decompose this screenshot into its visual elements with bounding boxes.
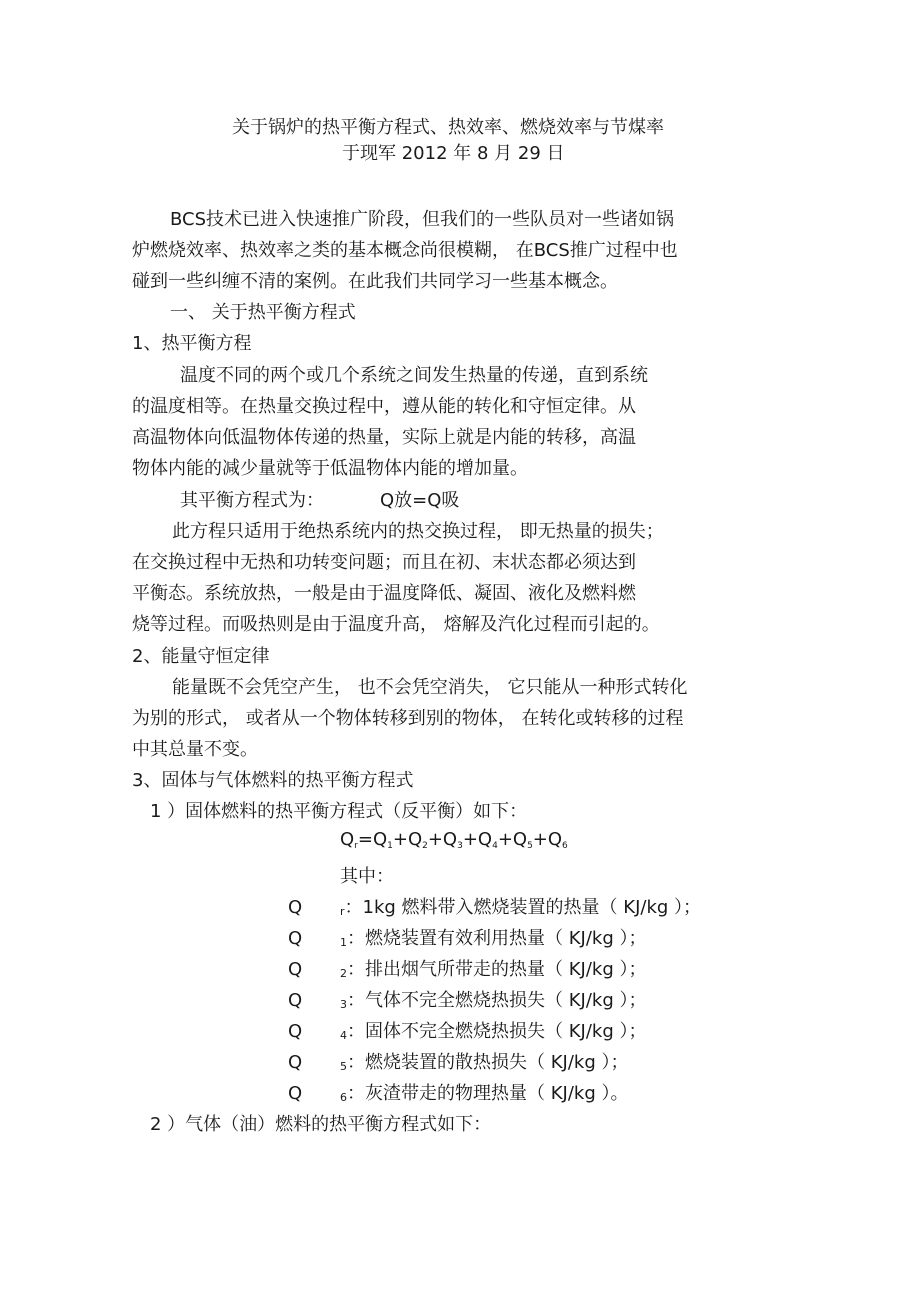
- subheading-1: 1、热平衡方程: [132, 333, 252, 354]
- definition-q1: 1：燃烧装置有效利用热量（ KJ/kg ）；: [340, 928, 647, 949]
- where-label: 其中：: [340, 866, 394, 887]
- paragraph-1-line-4: 物体内能的减少量就等于低温物体内能的增加量。: [132, 458, 528, 479]
- definition-q3: 3：气体不完全燃烧热损失（ KJ/kg ）；: [340, 990, 647, 1011]
- definition-q-symbol: Q: [288, 990, 303, 1011]
- definition-q2: 2：排出烟气所带走的热量（ KJ/kg ）；: [340, 959, 647, 980]
- document-title: 关于锅炉的热平衡方程式、热效率、燃烧效率与节煤率: [232, 117, 664, 138]
- heat-balance-formula: Qr=Q1+Q2+Q3+Q4+Q5+Q6: [340, 829, 568, 851]
- definition-q-symbol: Q: [288, 1021, 303, 1042]
- paragraph-1-line-3: 高温物体向低温物体传递的热量，实际上就是内能的转移，高温: [132, 427, 636, 448]
- paragraph-2-line-3: 平衡态。系统放热，一般是由于温度降低、凝固、液化及燃料燃: [132, 583, 636, 604]
- document-byline: 于现军 2012 年 8 月 29 日: [342, 143, 565, 164]
- definition-q-symbol: Q: [288, 959, 303, 980]
- intro-line-1: BCS技术已进入快速推广阶段，但我们的一些队员对一些诸如锅: [170, 209, 675, 230]
- list-item-2: 2 ）气体（油）燃料的热平衡方程式如下：: [150, 1114, 492, 1135]
- definition-q-symbol: Q: [288, 897, 303, 918]
- paragraph-2-line-2: 在交换过程中无热和功转变问题；而且在初、末状态都必须达到: [132, 552, 636, 573]
- list-item-1: 1 ）固体燃料的热平衡方程式（反平衡）如下：: [150, 801, 528, 822]
- definition-q-symbol: Q: [288, 1083, 303, 1104]
- equation-label: 其平衡方程式为：: [180, 490, 324, 511]
- paragraph-3-line-2: 为别的形式， 或者从一个物体转移到别的物体， 在转化或转移的过程: [132, 708, 684, 729]
- definition-q6: 6：灰渣带走的物理热量（ KJ/kg ）。: [340, 1083, 629, 1104]
- intro-line-3: 碰到一些纠缠不清的案例。在此我们共同学习一些基本概念。: [132, 271, 618, 292]
- intro-line-2: 炉燃烧效率、热效率之类的基本概念尚很模糊， 在BCS推广过程中也: [132, 240, 678, 261]
- definition-q-symbol: Q: [288, 928, 303, 949]
- subheading-3: 3、固体与气体燃料的热平衡方程式: [132, 770, 414, 791]
- definition-qr: r：1kg 燃料带入燃烧装置的热量（ KJ/kg ）；: [340, 897, 702, 918]
- subheading-2: 2、能量守恒定律: [132, 646, 270, 667]
- paragraph-1-line-1: 温度不同的两个或几个系统之间发生热量的传递，直到系统: [180, 365, 648, 386]
- paragraph-3-line-3: 中其总量不变。: [132, 739, 258, 760]
- section-heading-1: 一、 关于热平衡方程式: [170, 302, 356, 323]
- paragraph-1-line-2: 的温度相等。在热量交换过程中，遵从能的转化和守恒定律。从: [132, 396, 636, 417]
- definition-q4: 4：固体不完全燃烧热损失（ KJ/kg ）；: [340, 1021, 647, 1042]
- paragraph-3-line-1: 能量既不会凭空产生， 也不会凭空消失， 它只能从一种形式转化: [172, 677, 688, 698]
- definition-q5: 5：燃烧装置的散热损失（ KJ/kg ）；: [340, 1052, 629, 1073]
- definition-q-symbol: Q: [288, 1052, 303, 1073]
- equation: Q放=Q吸: [380, 490, 460, 511]
- paragraph-2-line-4: 烧等过程。而吸热则是由于温度升高， 熔解及汽化过程而引起的。: [132, 614, 660, 635]
- paragraph-2-line-1: 此方程只适用于绝热系统内的热交换过程， 即无热量的损失；: [172, 521, 664, 542]
